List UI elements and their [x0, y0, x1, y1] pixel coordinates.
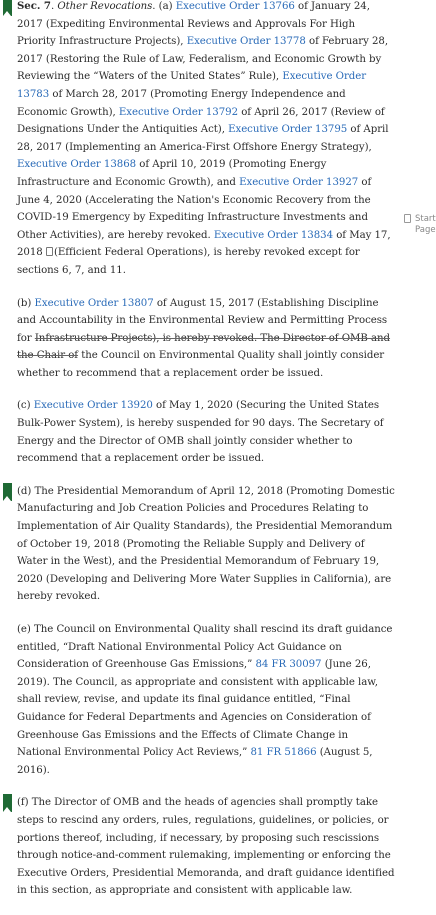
green-marker-icon[interactable] [3, 483, 12, 501]
green-marker-icon[interactable] [3, 0, 12, 16]
document-page: Sec. 7. Other Revocations. (a) Executive Order 13766 of January 24, 2017 (Expediting Environmental Reviews and Approvals For High Priority Infrastructure Projects), Executive Order 13778 of February 28, 2017 (Restoring the Rule of Law, Federalism, and Economic Growth by Reviewing the “Waters of the United States” Rule), Executive Order 13783 of March 28, 2017 (Promoting Energy Independence and Economic Growth), Executive Order 13792 of April 26, 2017 (Review of Designations Under the Antiquities Act), Executive Order 13795 of April 28, 2017 (Implementing an America-First Offshore Energy Strategy), Executive Order 13868 of April 10, 2019 (Promoting Energy Infrastructure and Economic Growth), and Executive Order 13927 of June 4, 2020 (Accelerating the Nation's Economic Recovery from the COVID-19 Emergency by Expediting Infrastructure Investments and Other Activities), are hereby revoked. Executive Order 13834 of May 17, 2018 (Efficient Federal Operations), is hereby revoked except for sections 6, 7, and 11. (b) Executive Order 13807 of August 15, 2017 (Establishing Discipline and Accountability in the Environmental Review and Permitting Process for Infrastructure Projects), is hereby revoked. The Director of OMB and the Chair of the Council on Environmental Quality shall jointly consider whether to recommend that a replacement order be issued. (c) Executive Order 13920 of May 1, 2020 (Securing the United States Bulk-Power System), is hereby suspended for 90 days. The Secretary of Energy and the Director of OMB shall jointly consider whether to recommend that a replacement order be issued. (d) The Presidential Memorandum of April 12, 2018 (Promoting Domestic Manufacturing and Job Creation Policies and Procedures Relating to Implementation of Air Quality Standards), the Presidential Memorandum of October 19, 2018 (Promoting the Reliable Supply and Delivery of Water in the West), and the Presidential Memorandum of February 19, 2020 (Developing and Delivering More Water Supplies in California), are hereby revoked. (e) The Council on Environmental Quality shall rescind its draft guidance entitled, “Draft National Environmental Policy Act Guidance on Consideration of Greenhouse Gas Emissions,” 84 FR 30097 (June 26, 2019). The Council, as appropriate and consistent with applicable law, shall review, revise, and update its final guidance entitled, “Final Guidance for Federal Departments and Agencies on Consideration of Greenhouse Gas Emissions and the Effects of Climate Change in National Environmental Policy Act Reviews,” 81 FR 51866 (August 5, 2016). (f) The Director of OMB and the heads of agencies shall promptly take steps to rescind any orders, rules, regulations, guidelines, or policies, or portions thereof, including, if necessary, by proposing such rescissions through notice-and-comment rulemaking, implementing or enforcing the Executive Orders, Presidential Memoranda, and draft guidance identified in this section, as appropriate and consistent with applicable law. Start Page [0, 0, 435, 840]
eo-13783-link[interactable]: Executive Order 13783 [17, 71, 367, 100]
document-icon[interactable] [46, 247, 53, 256]
eo-13920-link[interactable]: Executive Order 13920 [33, 400, 153, 412]
eo-13927-link[interactable]: Executive Order 13927 [239, 176, 359, 188]
struck-text: Infrastructure Projects), is hereby revoked. The Director of OMB and the Chair of [17, 332, 391, 362]
document-icon [404, 214, 411, 223]
section-7-paragraph-f: (f) The Director of OMB and the heads of agencies shall promptly take steps to rescind any orders, rules, regulations, guidelines, or policies, or portions thereof, including, if necessary, by proposing such rescissions through notice-and-comment rulemaking, implementing or enforcing the Executive Orders, Presidential Memoranda, and draft guidance identified in this section, as appropriate and consistent with applicable law. [17, 794, 395, 900]
section-7-paragraph-e: (e) The Council on Environmental Quality shall rescind its draft guidance entitled, “Draft National Environmental Policy Act Guidance on Consideration of Greenhouse Gas Emissions,” 84 FR 30097 (June 26, 2019). The Council, as appropriate and consistent with applicable law, shall review, revise, and update its final guidance entitled, “Final Guidance for Federal Departments and Agencies on Consideration of Greenhouse Gas Emissions and the Effects of Climate Change in National Environmental Policy Act Reviews,” 81 FR 51866 (August 5, 2016). [17, 624, 393, 776]
fr-84-30097-link[interactable]: 84 FR 30097 [255, 659, 322, 671]
green-marker-icon[interactable] [3, 794, 12, 812]
section-7-paragraph-d: (d) The Presidential Memorandum of April 12, 2018 (Promoting Domestic Manufacturing and Job Creation Policies and Procedures Relating to Implementation of Air Quality Standards), the Presidential Memorandum of October 19, 2018 (Promoting the Reliable Supply and Delivery of Water in the West), and the Presidential Memorandum of February 19, 2020 (Developing and Delivering More Water Supplies in California), are hereby revoked. [17, 483, 395, 606]
eo-13795-link[interactable]: Executive Order 13795 [228, 124, 348, 136]
eo-13834-link[interactable]: Executive Order 13834 [213, 229, 333, 241]
eo-13766-link[interactable]: Executive Order 13766 [175, 1, 295, 12]
eo-13792-link[interactable]: Executive Order 13792 [118, 106, 239, 118]
fr-81-51866-link[interactable]: 81 FR 51866 [250, 747, 317, 759]
eo-13868-link[interactable]: Executive Order 13868 [17, 159, 137, 171]
section-7-paragraph-a: Sec. 7. Other Revocations. (a) Executive Order 13766 of January 24, 2017 (Expediting Environmental Reviews and Approvals For High Priority Infrastructure Projects), Executive Order 13778 of February 28, 2017 (Restoring the Rule of Law, Federalism, and Economic Growth by Reviewing the “Waters of the United States” Rule), Executive Order 13783 of March 28, 2017 (Promoting Energy Independence and Economic Growth), Executive Order 13792 of April 26, 2017 (Review of Designations Under the Antiquities Act), Executive Order 13795 of April 28, 2017 (Implementing an America-First Offshore Energy Strategy), Executive Order 13868 of April 10, 2019 (Promoting Energy Infrastructure and Economic Growth), and Executive Order 13927 of June 4, 2020 (Accelerating the Nation's Economic Recovery from the COVID-19 Emergency by Expediting Infrastructure Investments and Other Activities), are hereby revoked. Executive Order 13834 of May 17, 2018 (Efficient Federal Operations), is hereby revoked except for sections 6, 7, and 11. [17, 0, 395, 280]
section-title: Other Revocations [57, 1, 153, 12]
eo-13807-link[interactable]: Executive Order 13807 [34, 297, 154, 309]
eo-13778-link[interactable]: Executive Order 13778 [186, 36, 306, 48]
section-7-paragraph-b: (b) Executive Order 13807 of August 15, 2017 (Establishing Discipline and Accountability in the Environmental Review and Permitting Process for Infrastructure Projects), is hereby revoked. The Director of OMB and the Chair of the Council on Environmental Quality shall jointly consider whether to recommend that a replacement order be issued. [17, 297, 391, 379]
section-number: Sec. 7 [17, 0, 51, 12]
document-body [17, 0, 395, 915]
section-7-paragraph-c: (c) Executive Order 13920 of May 1, 2020 (Securing the United States Bulk-Power System), is hereby suspended for 90 days. The Secretary of Energy and the Director of OMB shall jointly consider whether to recommend that a replacement order be issued. [17, 400, 384, 465]
